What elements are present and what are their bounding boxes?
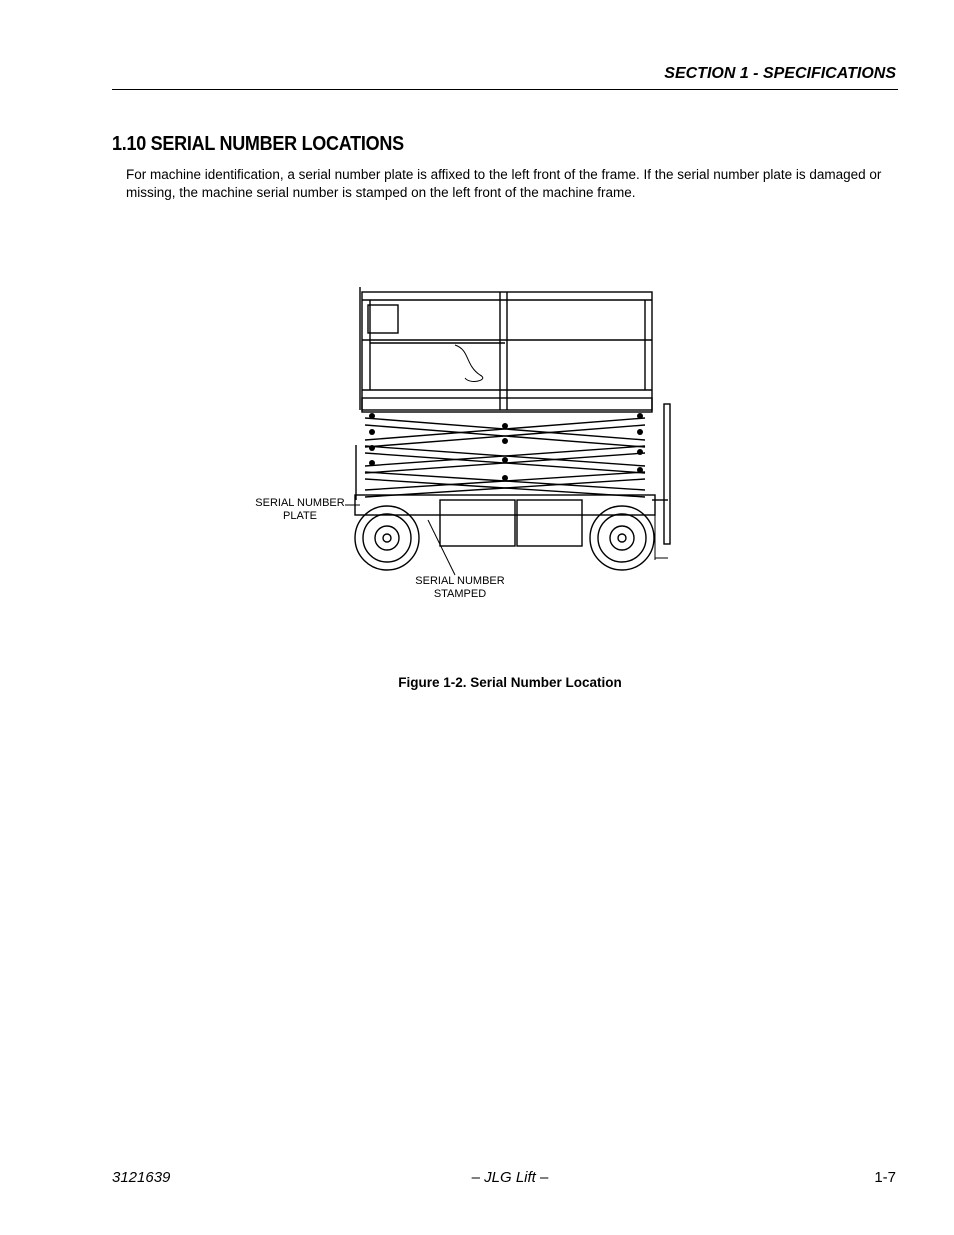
control-box <box>368 305 398 333</box>
body-paragraph: For machine identification, a serial number plate is affixed to the left front of the frame. If the serial number plate is damaged or missing, the machine serial number is stamped on the left front of the machine frame. <box>126 167 882 200</box>
footer-publisher: – JLG Lift – <box>471 1169 549 1186</box>
section-heading: 1.10 SERIAL NUMBER LOCATIONS <box>112 133 404 155</box>
figure-caption: Figure 1-2. Serial Number Location <box>398 675 622 690</box>
callout-serial-number-stamped <box>410 575 510 601</box>
callout-serial-number-plate <box>250 497 350 523</box>
scissor-lift-drawing <box>250 282 680 612</box>
footer-doc-number: 3121639 <box>112 1169 171 1186</box>
section-header-title: SECTION 1 - SPECIFICATIONS <box>664 65 896 82</box>
callout-stamped-line1: SERIAL NUMBER <box>415 575 505 587</box>
callout-stamped-line2: STAMPED <box>433 588 487 600</box>
battery-box-right <box>517 500 582 546</box>
chassis-frame <box>355 495 655 515</box>
header-rule <box>112 89 898 90</box>
callout-plate-line1: SERIAL NUMBER <box>255 497 345 509</box>
callout-plate-line2: PLATE <box>282 510 318 522</box>
battery-box-left <box>440 500 515 546</box>
footer-page-number: 1-7 <box>874 1169 896 1186</box>
